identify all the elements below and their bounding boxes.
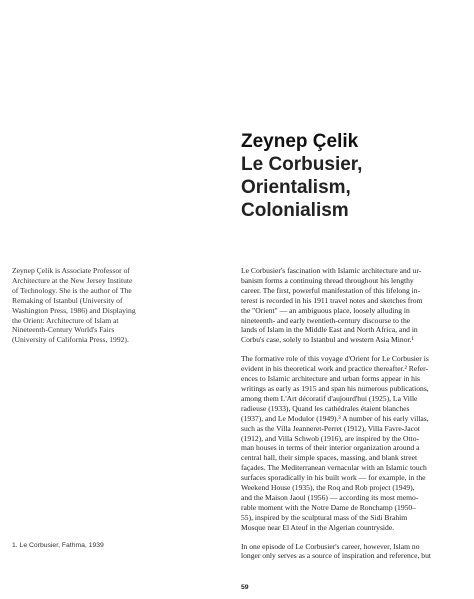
body-paragraph-1	[241, 266, 469, 345]
body-line: evident in his theoretical work and practice thereafter.² Refer-	[241, 364, 429, 374]
article-title-block	[241, 131, 466, 222]
body-line: surfaces sporadically in his built work — for example, in the	[241, 473, 426, 483]
body-line: In one episode of Le Corbusier's career, however, Islam no	[241, 541, 420, 551]
bio-line: Remaking of Istanbul (University of	[12, 295, 123, 305]
article-author: Zeynep Çelik	[241, 131, 359, 152]
article-title-line-1: Le Corbusier, Orientalism,	[241, 154, 363, 198]
body-line: radieuse (1933), Quand les cathédrales étaient blanches	[241, 403, 410, 413]
bio-line: of Technology. She is the author of The	[12, 285, 132, 295]
body-line: man houses in terms of their interior organization around a	[241, 443, 420, 453]
body-line: lands of Islam in the Middle East and North Africa, and in	[241, 325, 418, 335]
body-line: and the Maison Jaoul (1956) — according its most memo-	[241, 492, 419, 502]
body-line: Le Corbusier's fascination with Islamic architecture and ur-	[241, 266, 422, 275]
article-body	[241, 266, 469, 570]
body-line: writings as early as 1915 and span his numerous publications,	[241, 383, 429, 393]
bio-line: Nineteenth-Century World's Fairs	[12, 325, 115, 335]
bio-line: the Orient: Architecture of Islam at	[12, 315, 119, 325]
body-line: among them L'Art décoratif d'aujourd'hui (1925), La Ville	[241, 393, 418, 403]
body-line: nineteenth- and early twentieth-century discourse to the	[241, 315, 411, 325]
body-paragraph-2	[241, 354, 469, 532]
bio-line: Washington Press, 1986) and Displaying	[12, 305, 136, 315]
body-line: The formative role of this voyage d'Orient for Le Corbusier is	[241, 354, 429, 364]
body-paragraph-3	[241, 542, 469, 562]
bio-line: Zeynep Çelik is Associate Professor of	[12, 266, 130, 275]
body-line: façades. The Mediterranean vernacular with an Islamic touch	[241, 463, 427, 473]
body-line: 55), inspired by the sculptural mass of the Sidi Brahim	[241, 512, 408, 522]
body-line: longer only serves as a source of inspiration and reference, but	[241, 551, 431, 561]
body-line: such as the Villa Jeanneret-Perret (1912), Villa Favre-Jacot	[241, 423, 420, 433]
body-line: central hall, their simple spaces, massing, and blank street	[241, 453, 418, 463]
body-line: Corbu's case, solely to Istanbul and western Asia Minor.¹	[241, 335, 414, 345]
body-line: banism forms a continuing thread throughout his lengthy	[241, 275, 414, 285]
author-bio	[12, 266, 190, 345]
bio-line: Architecture at the New Jersey Institute	[12, 275, 133, 285]
body-line: ences to Islamic architecture and urban forms appear in his	[241, 374, 421, 384]
body-line: the "Orient" — an ambiguous place, loosely alluding in	[241, 305, 410, 315]
body-line: Mosque near El Ateuf in the Algerian countryside.	[241, 522, 395, 532]
bio-line: (University of California Press, 1992).	[12, 335, 129, 345]
figure-caption: 1. Le Corbusier, Fathma, 1939	[12, 542, 104, 549]
body-line: terest is recorded in his 1911 travel notes and sketches from	[241, 295, 423, 305]
body-line: (1912), and Villa Schwob (1916), are inspired by the Otto-	[241, 433, 420, 443]
body-line: (1937), and Le Modulor (1949).³ A number of his early villas,	[241, 413, 429, 423]
body-line: Weekend House (1935), the Roq and Rob project (1949),	[241, 483, 415, 493]
body-line: rable moment with the Notre Dame de Ronchamp (1950–	[241, 502, 417, 512]
page-number: 59	[241, 584, 249, 591]
body-line: career. The first, powerful manifestation of this lifelong in-	[241, 285, 421, 295]
article-title-line-2: Colonialism	[241, 200, 349, 221]
